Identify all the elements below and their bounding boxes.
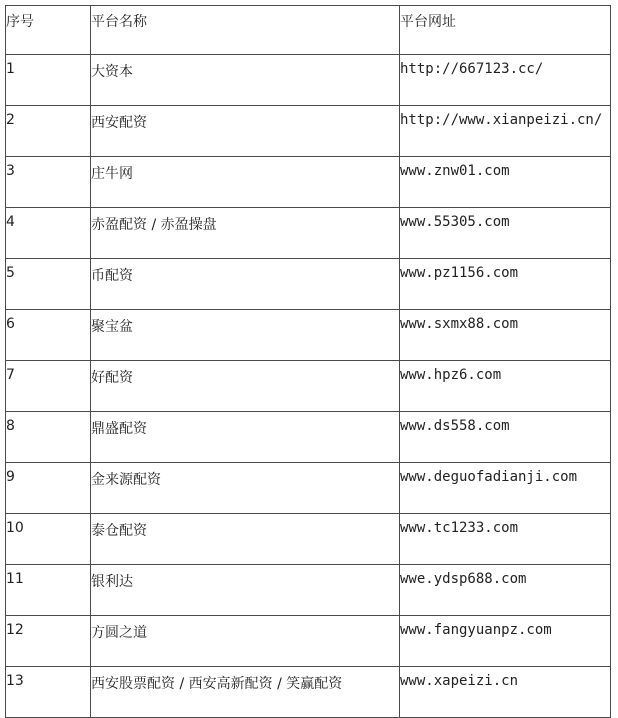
table-row <box>6 361 611 412</box>
row-url: www.deguofadianji.com <box>400 463 611 514</box>
table-row <box>6 565 611 616</box>
row-no: 4 <box>6 208 91 259</box>
table-row <box>6 616 611 667</box>
table-row <box>6 667 611 718</box>
row-no: 13 <box>6 667 91 718</box>
row-name: 币配资 <box>91 259 400 310</box>
row-name: 鼎盛配资 <box>91 412 400 463</box>
row-no: 3 <box>6 157 91 208</box>
row-url: www.pz1156.com <box>400 259 611 310</box>
header-url: 平台网址 <box>400 6 611 55</box>
row-no: 2 <box>6 106 91 157</box>
row-no: 11 <box>6 565 91 616</box>
row-url: wwe.ydsp688.com <box>400 565 611 616</box>
row-url: www.fangyuanpz.com <box>400 616 611 667</box>
row-url: www.55305.com <box>400 208 611 259</box>
table-row <box>6 412 611 463</box>
table-row <box>6 55 611 106</box>
row-name: 大资本 <box>91 55 400 106</box>
row-name: 银利达 <box>91 565 400 616</box>
row-no: 5 <box>6 259 91 310</box>
row-no: 1 <box>6 55 91 106</box>
row-no: 6 <box>6 310 91 361</box>
row-no: 8 <box>6 412 91 463</box>
header-no: 序号 <box>6 6 91 55</box>
platform-table <box>5 5 611 718</box>
row-name: 金来源配资 <box>91 463 400 514</box>
row-url: www.xapeizi.cn <box>400 667 611 718</box>
row-url: www.sxmx88.com <box>400 310 611 361</box>
row-url: http://www.xianpeizi.cn/ <box>400 106 611 157</box>
row-url: www.hpz6.com <box>400 361 611 412</box>
row-url: www.ds558.com <box>400 412 611 463</box>
row-url: http://667123.cc/ <box>400 55 611 106</box>
row-no: 9 <box>6 463 91 514</box>
row-url: www.tc1233.com <box>400 514 611 565</box>
table-row <box>6 463 611 514</box>
table-header-row <box>6 6 611 55</box>
row-url: www.znw01.com <box>400 157 611 208</box>
header-name: 平台名称 <box>91 6 400 55</box>
row-no: 10 <box>6 514 91 565</box>
row-no: 7 <box>6 361 91 412</box>
row-name: 泰仓配资 <box>91 514 400 565</box>
table-row <box>6 106 611 157</box>
row-name: 西安股票配资 / 西安高新配资 / 笑赢配资 <box>91 667 400 718</box>
row-name: 好配资 <box>91 361 400 412</box>
row-name: 赤盈配资 / 赤盈操盘 <box>91 208 400 259</box>
table-row <box>6 208 611 259</box>
row-name: 庄牛网 <box>91 157 400 208</box>
row-name: 聚宝盆 <box>91 310 400 361</box>
row-name: 西安配资 <box>91 106 400 157</box>
table-row <box>6 310 611 361</box>
row-name: 方圆之道 <box>91 616 400 667</box>
table-row <box>6 259 611 310</box>
table-row <box>6 514 611 565</box>
table-row <box>6 157 611 208</box>
row-no: 12 <box>6 616 91 667</box>
